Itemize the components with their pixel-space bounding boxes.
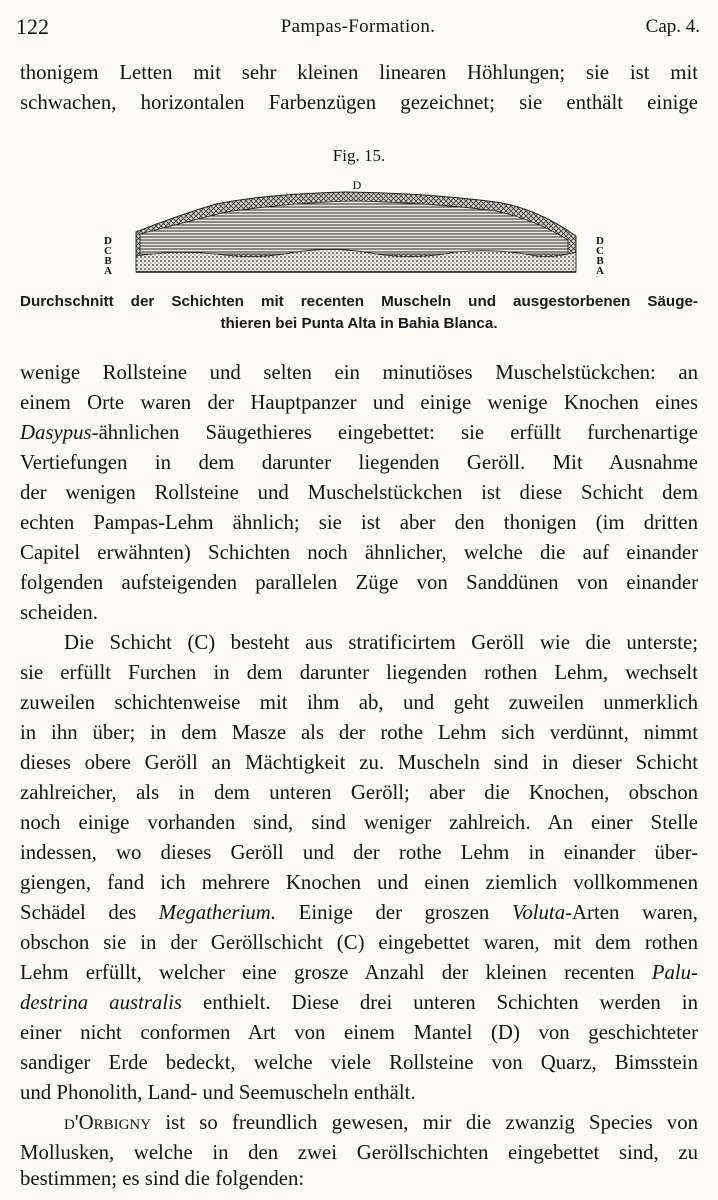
caption-line: thieren bei Punta Alta in Bahia Blanca. bbox=[220, 315, 498, 332]
text-line: bestimmen; es sind die folgenden: bbox=[20, 1167, 305, 1190]
figure-labels-right: D C B A bbox=[596, 235, 604, 277]
text-line: dieses obere Geröll an Mächtigkeit zu. Muscheln sind in dieser Schicht bbox=[20, 751, 698, 774]
figure-cross-section bbox=[96, 176, 616, 288]
text-line: und Phonolith, Land- und Seemuscheln enthält. bbox=[20, 1081, 416, 1104]
text-line: Dasypus-ähnlichen Säugethieres eingebettet: sie erfüllt furchenartige bbox=[20, 421, 698, 444]
text-line: giengen, fand ich mehrere Knochen und einen ziemlich vollkommenen bbox=[20, 871, 698, 894]
chapter-label: Cap. 4. bbox=[645, 16, 700, 37]
text-line: schwachen, horizontalen Farbenzügen gezeichnet; sie enthält einige bbox=[20, 91, 698, 114]
text-line: folgenden aufsteigenden parallelen Züge von Sanddünen von einander bbox=[20, 571, 698, 594]
text-line: indessen, wo dieses Geröll und der rothe Lehm in einander über- bbox=[20, 841, 698, 864]
page-header bbox=[16, 14, 700, 42]
text-line: Lehm erfüllt, welcher eine grosze Anzahl der kleinen recenten Palu- bbox=[20, 961, 698, 984]
text-line: in ihn über; in dem Masze als der rothe Lehm sich verdünnt, nimmt bbox=[20, 721, 698, 744]
author-name: d'Orbigny bbox=[64, 1111, 152, 1134]
text-line: echten Pampas-Lehm ähnlich; sie ist aber den thonigen (im dritten bbox=[20, 511, 698, 534]
text-line: destrina australis enthielt. Diese drei unteren Schichten werden in bbox=[20, 991, 698, 1014]
text-line: der wenigen Rollsteine und Muschelstückchen ist diese Schicht dem bbox=[20, 481, 698, 504]
italic-genus: Dasypus bbox=[20, 421, 92, 444]
text-line: Capitel erwähnten) Schichten noch ähnlicher, welche die auf einander bbox=[20, 541, 698, 564]
strata-drawing bbox=[96, 176, 616, 288]
text-line: thonigem Letten mit sehr kleinen linearen Höhlungen; sie ist mit bbox=[20, 61, 698, 84]
caption-line: Durchschnitt der Schichten mit recenten Muscheln und ausgestorbenen Säuge- bbox=[20, 293, 698, 310]
text-line: Vertiefungen in dem darunter liegenden Geröll. Mit Ausnahme bbox=[20, 451, 698, 474]
text-line: noch einige vorhanden sind, sind weniger zahlreich. An einer Stelle bbox=[20, 811, 698, 834]
figure-label-top: D bbox=[352, 178, 362, 192]
figure-title: Fig. 15. bbox=[332, 146, 386, 165]
text-line: Die Schicht (C) besteht aus stratificirtem Geröll wie die unterste; bbox=[64, 631, 698, 654]
text-line: sandiger Erde bedeckt, welche viele Rollsteine von Quarz, Bimsstein bbox=[20, 1051, 698, 1074]
text-line: scheiden. bbox=[20, 601, 98, 624]
text-line: d'Orbigny ist so freundlich gewesen, mir die zwanzig Species von bbox=[64, 1111, 698, 1134]
text-line: wenige Rollsteine und selten ein minutiöses Muschelstückchen: an bbox=[20, 361, 698, 384]
page-number: 122 bbox=[16, 14, 49, 39]
text-line: einem Orte waren der Hauptpanzer und einige wenige Knochen eines bbox=[20, 391, 698, 414]
text-line: einer nicht conformen Art von einem Mantel (D) von geschichteter bbox=[20, 1021, 698, 1044]
text-line: Mollusken, welche in den zwei Geröllschichten eingebettet sind, zu bbox=[20, 1141, 698, 1164]
text-line: sie erfüllt Furchen in dem darunter liegenden rothen Lehm, wechselt bbox=[20, 661, 698, 684]
figure-labels-left: D C B A bbox=[104, 235, 112, 277]
text-line: Schädel des Megatherium. Einige der groszen Voluta-Arten waren, bbox=[20, 901, 698, 924]
figure-caption bbox=[20, 291, 698, 335]
text-line: obschon sie in der Geröllschicht (C) eingebettet waren, mit dem rothen bbox=[20, 931, 698, 954]
text-line: zuweilen schichtenweise mit ihm ab, und geht zuweilen unmerklich bbox=[20, 691, 698, 714]
running-title: Pampas-Formation. bbox=[280, 16, 436, 37]
text-line: zahlreicher, als in dem unteren Geröll; aber die Knochen, obschon bbox=[20, 781, 698, 804]
